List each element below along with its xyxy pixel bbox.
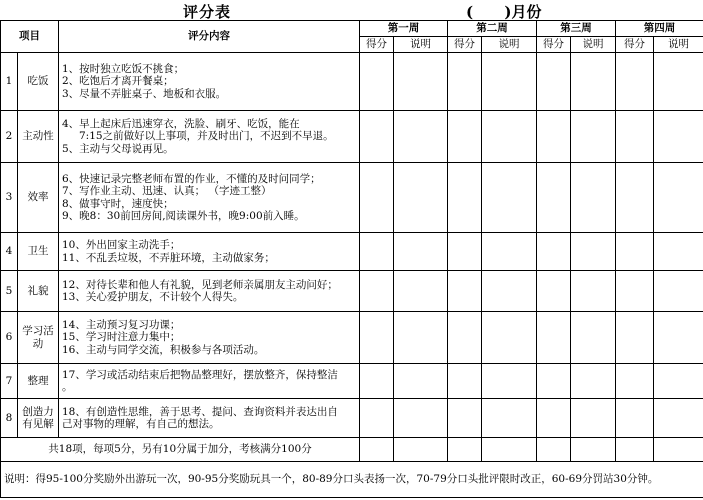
score-cell[interactable] (537, 111, 571, 163)
row-category: 吃饭 (18, 53, 59, 111)
content-line: 8、做事守时，速度快； (62, 197, 174, 210)
content-line: 16、主动与同学交流，积极参与各项活动。 (62, 343, 265, 356)
explain-cell[interactable] (654, 399, 703, 438)
table-row (1, 399, 703, 438)
week-2-header: 第二周 (448, 21, 537, 37)
content-line: 2、吃饱后才离开餐桌； (62, 75, 174, 88)
explain-cell[interactable] (571, 233, 616, 271)
score-cell[interactable] (360, 399, 394, 438)
score-cell[interactable] (360, 364, 394, 399)
content-line: 18、有创造性思维，善于思考、提问、查询资料并表达出自 (62, 405, 338, 418)
explain-cell[interactable] (571, 399, 616, 438)
score-cell[interactable] (448, 163, 482, 233)
week-4-header: 第四周 (616, 21, 703, 37)
score-cell[interactable] (537, 312, 571, 364)
row-category: 整理 (18, 364, 59, 399)
week-1-header: 第一周 (360, 21, 448, 37)
reward-note: 说明：得95-100分奖励外出游玩一次，90-95分奖励玩具一个，80-89分口头表扬一次，70-79分口头批评限时改正，60-69分罚站30分钟。 (1, 462, 703, 498)
explain-cell[interactable] (482, 312, 537, 364)
row-category: 礼貌 (18, 271, 59, 312)
table-row (1, 312, 703, 364)
explain-cell[interactable] (394, 399, 448, 438)
row-number: 5 (1, 271, 18, 312)
score-cell[interactable] (616, 53, 654, 111)
explain-cell[interactable] (394, 364, 448, 399)
content-line: 7:15之前做好以上事项，并及时出门，不迟到不早退。 (79, 130, 334, 143)
explain-cell[interactable] (394, 53, 448, 111)
explain-header: 说明 (394, 37, 448, 53)
score-cell[interactable] (616, 399, 654, 438)
score-cell[interactable] (537, 233, 571, 271)
content-line: 13、关心爱护朋友，不计较个人得失。 (62, 291, 244, 303)
month-field: ( )月份 (466, 3, 542, 21)
content-line: 6、快速记录完整老师布置的作业，不懂的及时问同学； (62, 172, 321, 185)
score-cell[interactable] (360, 163, 394, 233)
explain-cell[interactable] (482, 233, 537, 271)
item-header: 项目 (1, 21, 59, 53)
score-cell[interactable] (360, 233, 394, 271)
explain-cell[interactable] (654, 163, 703, 233)
content-line: 15、学习时注意力集中； (62, 331, 181, 344)
row-content (59, 399, 360, 438)
explain-cell[interactable] (654, 233, 703, 271)
explain-cell[interactable] (482, 438, 537, 462)
row-content (59, 53, 360, 111)
score-cell[interactable] (360, 53, 394, 111)
explain-cell[interactable] (482, 271, 537, 312)
row-category: 卫生 (18, 233, 59, 271)
explain-header: 说明 (571, 37, 616, 53)
row-content (59, 111, 360, 163)
explain-cell[interactable] (394, 438, 448, 462)
score-cell[interactable] (360, 438, 394, 462)
content-header: 评分内容 (59, 21, 360, 53)
table-row (1, 163, 703, 233)
row-content (59, 364, 360, 399)
content-line: 7、写作业主动、迅速、认真； （字迹工整） (62, 185, 272, 197)
content-line: 10、外出回家主动洗手； (62, 239, 181, 251)
explain-cell[interactable] (654, 312, 703, 364)
row-category: 主动性 (18, 111, 59, 163)
row-number: 2 (1, 111, 18, 163)
score-cell[interactable] (537, 53, 571, 111)
table-row (1, 111, 703, 163)
explain-cell[interactable] (394, 233, 448, 271)
score-cell[interactable] (360, 312, 394, 364)
explain-cell[interactable] (482, 399, 537, 438)
note-row (1, 462, 703, 498)
score-cell[interactable] (537, 271, 571, 312)
row-content (59, 271, 360, 312)
content-line: 17、学习或活动结束后把物品整理好，摆放整齐，保持整洁 (62, 368, 338, 381)
content-line: 14、主动预习复习功课； (62, 318, 181, 331)
table-row (1, 271, 703, 312)
explain-header: 说明 (482, 37, 537, 53)
explain-cell[interactable] (482, 111, 537, 163)
score-header: 得分 (616, 37, 654, 53)
score-cell[interactable] (616, 312, 654, 364)
score-cell[interactable] (448, 233, 482, 271)
explain-cell[interactable] (394, 111, 448, 163)
title-row (0, 0, 703, 20)
score-cell[interactable] (448, 312, 482, 364)
explain-cell[interactable] (571, 163, 616, 233)
score-cell[interactable] (537, 163, 571, 233)
score-cell[interactable] (616, 364, 654, 399)
sheet-title: 评分表 (183, 3, 232, 21)
row-number: 6 (1, 312, 18, 364)
explain-header: 说明 (654, 37, 703, 53)
row-number: 7 (1, 364, 18, 399)
score-cell[interactable] (616, 271, 654, 312)
score-cell[interactable] (537, 364, 571, 399)
score-cell[interactable] (616, 111, 654, 163)
explain-cell[interactable] (571, 271, 616, 312)
score-cell[interactable] (616, 438, 654, 462)
content-line: 3、尽量不弄脏桌子、地板和衣服。 (62, 87, 227, 100)
explain-cell[interactable] (571, 312, 616, 364)
content-line: 5、主动与父母说再见。 (62, 142, 174, 155)
explain-cell[interactable] (571, 364, 616, 399)
score-cell[interactable] (448, 364, 482, 399)
row-content (59, 163, 360, 233)
explain-cell[interactable] (571, 111, 616, 163)
score-cell[interactable] (360, 111, 394, 163)
content-line: 11、不乱丢垃圾，不弄脏环境，主动做家务； (62, 251, 275, 264)
row-number: 1 (1, 53, 18, 111)
score-cell[interactable] (448, 111, 482, 163)
row-category: 创造力有见解 (18, 399, 59, 438)
score-cell[interactable] (537, 438, 571, 462)
content-line: 4、早上起床后迅速穿衣，洗脸、刷牙、吃饭，能在 (62, 117, 300, 130)
table-row (1, 53, 703, 111)
score-header: 得分 (537, 37, 571, 53)
explain-cell[interactable] (654, 53, 703, 111)
content-line: 1、按时独立吃饭不挑食； (62, 62, 185, 75)
score-cell[interactable] (448, 271, 482, 312)
explain-cell[interactable] (571, 438, 616, 462)
explain-cell[interactable] (654, 111, 703, 163)
row-content (59, 312, 360, 364)
score-header: 得分 (448, 37, 482, 53)
week-3-header: 第三周 (537, 21, 616, 37)
score-cell[interactable] (360, 271, 394, 312)
row-number: 4 (1, 233, 18, 271)
explain-cell[interactable] (482, 53, 537, 111)
content-line: 。 (62, 381, 73, 393)
table-row (1, 233, 703, 271)
header-row-1 (1, 21, 703, 37)
row-content (59, 233, 360, 271)
explain-cell[interactable] (654, 364, 703, 399)
content-line: 9、晚8：30前回房间,阅读课外书，晚9:00前入睡。 (62, 210, 305, 222)
score-cell[interactable] (448, 53, 482, 111)
explain-cell[interactable] (482, 163, 537, 233)
score-cell[interactable] (616, 233, 654, 271)
row-number: 3 (1, 163, 18, 233)
score-table (0, 20, 703, 498)
explain-cell[interactable] (571, 53, 616, 111)
content-line: 己对事物的理解，有自己的想法。 (62, 418, 220, 430)
score-cell[interactable] (448, 438, 482, 462)
row-category: 学习活动 (18, 312, 59, 364)
explain-cell[interactable] (394, 163, 448, 233)
total-row (1, 438, 703, 462)
score-cell[interactable] (616, 163, 654, 233)
table-row (1, 364, 703, 399)
row-number: 8 (1, 399, 18, 438)
score-cell[interactable] (448, 399, 482, 438)
explain-cell[interactable] (654, 271, 703, 312)
row-category: 效率 (18, 163, 59, 233)
score-cell[interactable] (537, 399, 571, 438)
explain-cell[interactable] (394, 312, 448, 364)
explain-cell[interactable] (482, 364, 537, 399)
score-header: 得分 (360, 37, 394, 53)
content-line: 12、对待长辈和他人有礼貌，见到老师亲属朋友主动问好； (62, 278, 338, 291)
explain-cell[interactable] (654, 438, 703, 462)
total-summary: 共18项，每项5分，另有10分属于加分，考核满分100分 (1, 438, 360, 462)
explain-cell[interactable] (394, 271, 448, 312)
